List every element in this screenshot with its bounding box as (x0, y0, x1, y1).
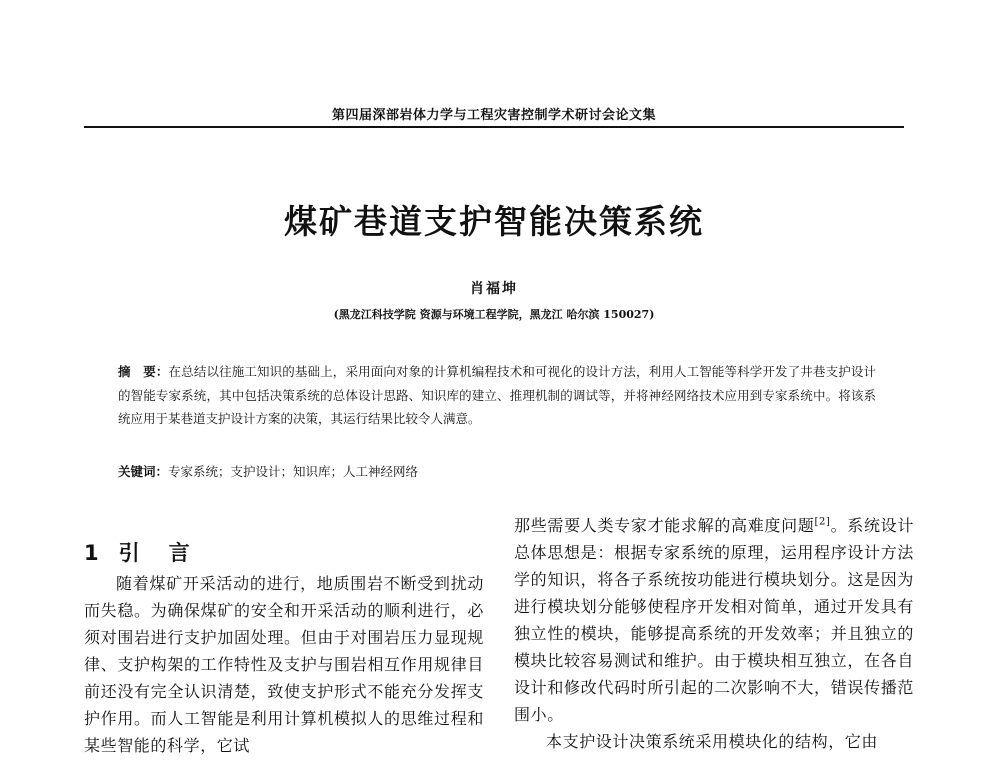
keywords-text: 专家系统；支护设计；知识库；人工神经网络 (168, 464, 419, 479)
section-number: 1 (84, 541, 103, 565)
body-paragraph (514, 512, 914, 728)
paper-title: 煤矿巷道支护智能决策系统 (284, 202, 704, 241)
left-column (84, 538, 484, 759)
keywords (118, 462, 876, 482)
keywords-label: 关键词： (118, 464, 169, 479)
author-affiliation: (黑龙江科技学院 资源与环境工程学院，黑龙江 哈尔滨 150027) (333, 308, 655, 321)
body-paragraph: 随着煤矿开采活动的进行，地质围岩不断受到扰动而失稳。为确保煤矿的安全和开采活动的顺利进行，必须对围岩进行支护加固处理。但由于对围岩压力显现规律、支护构架的工作特性及支护与围岩相互作用规律目前还没有完全认识清楚，致使支护形式不能充分发挥支护作用。而人工智能是利用计算机模拟人的思维过程和某些智能的科学，它试 (84, 574, 484, 755)
right-column (514, 512, 914, 755)
paragraph-text: 那些需要人类专家才能求解的高难度问题 (514, 516, 815, 535)
abstract (118, 360, 876, 431)
body-paragraph: 本支护设计决策系统采用模块化的结构，它由 (546, 732, 879, 751)
section-title: 引 言 (118, 541, 194, 565)
paragraph-text: 。系统设计总体思想是：根据专家系统的原理，运用程序设计方法学的知识，将各子系统按功能进行模块划分。这是因为进行模块划分能够使程序开发相对简单，通过开发具有独立性的模块，能够提高系统的开发效率；并且独立的模块比较容易测试和维护。由于模块相互独立，在各自设计和修改代码时所引起的二次影响不大，错误传播范围小。 (514, 516, 914, 724)
abstract-text: 在总结以往施工知识的基础上，采用面向对象的计算机编程技术和可视化的设计方法，利用人工智能等科学开发了井巷支护设计的智能专家系统，其中包括决策系统的总体设计思路、知识库的建立、推理机制的调试等，并将神经网络技术应用到专家系统中。将该系统应用于某巷道支护设计方案的决策，其运行结果比较令人满意。 (118, 364, 876, 426)
section-heading (84, 538, 484, 568)
author-name: 肖福坤 (470, 281, 518, 297)
header-rule (84, 126, 904, 128)
abstract-label: 摘 要： (118, 364, 169, 379)
running-header: 第四届深部岩体力学与工程灾害控制学术研讨会论文集 (331, 108, 656, 123)
citation-marker: [2] (814, 516, 831, 528)
